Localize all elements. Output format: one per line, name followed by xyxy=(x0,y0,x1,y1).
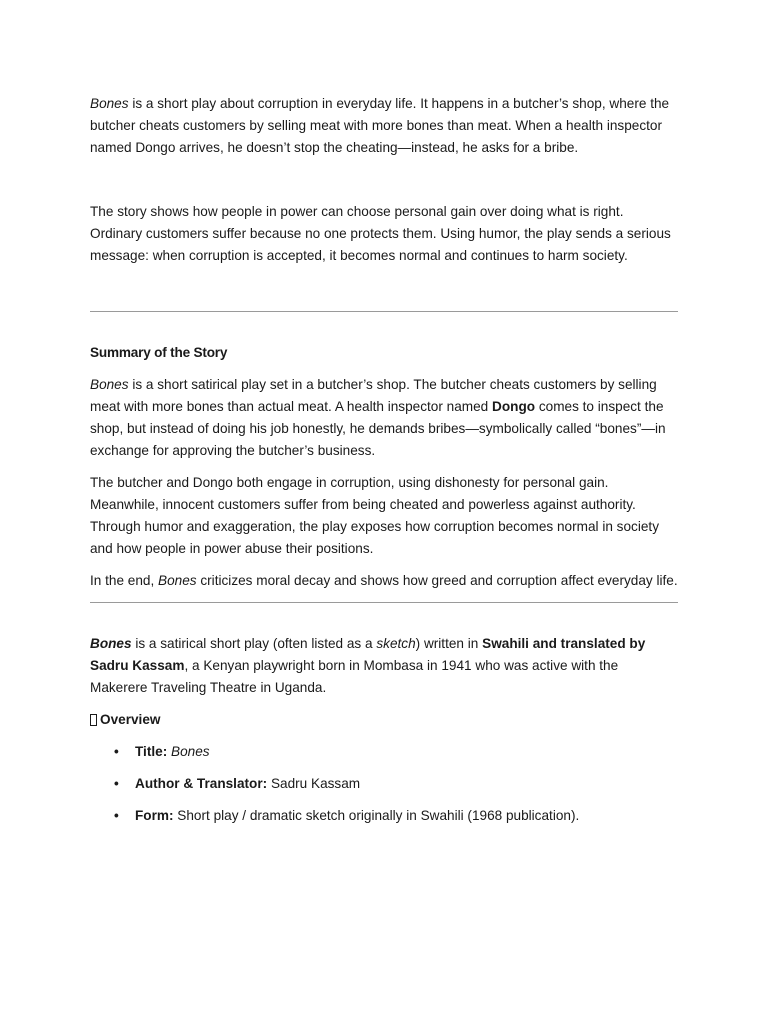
summary-paragraph-2: The butcher and Dongo both engage in corruption, using dishonesty for personal gain. Meanwhile, innocent customers suffer from being cheated and powerless against authority. Through humor and exaggeration, the play exposes how corruption becomes normal in society and how people in power abuse their positions. xyxy=(90,475,659,556)
bullet-icon: • xyxy=(114,808,119,823)
origin-text-c: , a Kenyan playwright born in Mombasa in 1941 who was active with the Makerere Traveling Theatre in Uganda. xyxy=(90,658,619,695)
list-item-label: Author & Translator: xyxy=(135,776,268,791)
bullet-icon: • xyxy=(114,776,119,791)
language-translator-bold: Swahili and translated by Sadru Kassam xyxy=(90,636,646,673)
missing-glyph-box-icon xyxy=(90,714,97,726)
bullet-icon: • xyxy=(114,744,119,759)
overview-heading-text: Overview xyxy=(100,712,161,727)
origin-paragraph xyxy=(90,633,678,699)
list-item-value: Short play / dramatic sketch originally in Swahili (1968 publication). xyxy=(177,808,580,823)
horizontal-divider xyxy=(90,602,678,603)
summary-section xyxy=(90,374,678,592)
overview-list xyxy=(90,741,678,827)
intro-paragraph-1-text: is a short play about corruption in everyday life. It happens in a butcher’s shop, where the butcher cheats customers by selling meat with more bones than meat. When a health inspector named Dongo arrives, he doesn’t stop the cheating—instead, he asks for a bribe. xyxy=(90,96,670,155)
overview-heading xyxy=(90,709,678,731)
play-title-bold-italic: Bones xyxy=(90,636,132,651)
origin-text-a: is a satirical short play (often listed as a xyxy=(131,636,377,651)
summary-paragraph-1-text-b: comes to inspect the shop, but instead of doing his job honestly, he demands bribes—symbolically called “bones”—in exchange for approving the butcher’s business. xyxy=(90,399,666,458)
list-item-label: Title: xyxy=(135,744,168,759)
summary-paragraph-1-text-a: is a short satirical play set in a butcher’s shop. The butcher cheats customers by selling meat with more bones than actual meat. A health inspector named xyxy=(90,377,657,414)
play-title-italic: Bones xyxy=(90,96,129,111)
list-item-author xyxy=(90,773,678,795)
horizontal-divider xyxy=(90,311,678,312)
summary-paragraph-3 xyxy=(90,570,678,592)
intro-paragraph-1 xyxy=(90,93,678,159)
play-title-italic: Bones xyxy=(90,377,129,392)
list-item-title xyxy=(90,741,678,763)
list-item-form xyxy=(90,805,678,827)
character-name-dongo: Dongo xyxy=(492,399,536,414)
section-heading-summary: Summary of the Story xyxy=(90,345,228,360)
list-item-value: Bones xyxy=(171,744,210,759)
play-title-italic: Bones xyxy=(158,573,197,588)
summary-paragraph-1 xyxy=(90,374,678,462)
list-item-label: Form: xyxy=(135,808,174,823)
summary-paragraph-3-text-b: criticizes moral decay and shows how greed and corruption affect everyday life. xyxy=(196,573,678,588)
sketch-italic: sketch xyxy=(376,636,416,651)
origin-text-b: ) written in xyxy=(415,636,483,651)
list-item-value: Sadru Kassam xyxy=(270,776,361,791)
intro-paragraph-2: The story shows how people in power can choose personal gain over doing what is right. Ordinary customers suffer because no one protects them. Using humor, the play sends a serious message: when corruption is accepted, it becomes normal and continues to harm society. xyxy=(90,204,671,263)
summary-paragraph-3-text-a: In the end, xyxy=(90,573,159,588)
